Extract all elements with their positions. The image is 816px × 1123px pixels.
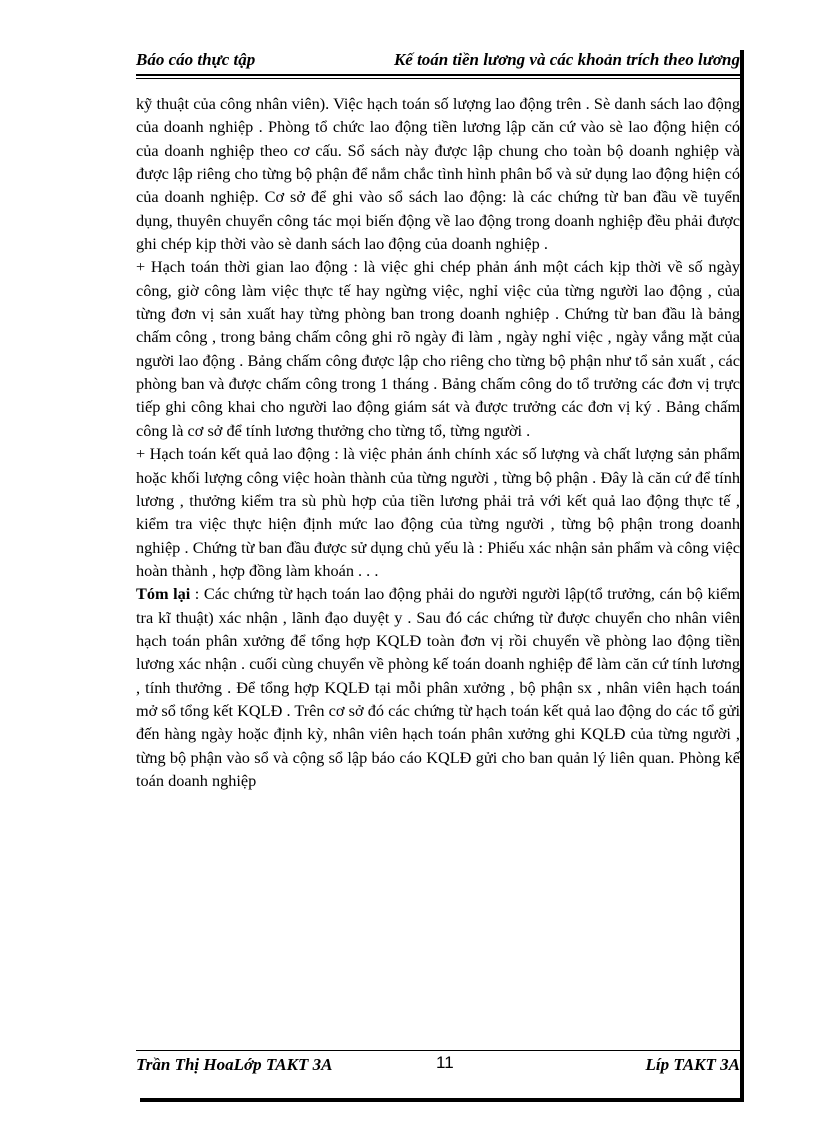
header-rule-thin [136, 78, 740, 79]
paragraph-result-accounting: + Hạch toán kết quả lao động : là việc phản ánh chính xác số lượng và chất lượng sản phẩm hoặc khối lượng công việc hoàn thành của từng người , từng bộ phận . Đây là căn cứ để tính lương , thưởng kiểm tra sù phù hợp của tiền lương phải trả với kết quả lao động thực tế , kiểm tra việc thực hiện định mức lao động của từng người , từng bộ phận trong doanh nghiệp . Chứng từ ban đầu được sử dụng chủ yếu là : Phiếu xác nhận sản phẩm và công việc hoàn thành , hợp đồng làm khoán . . . [136, 444, 740, 580]
header-report-title: Báo cáo thực tập [136, 50, 256, 69]
footer-class: Líp TAKT 3A [645, 1055, 740, 1074]
paragraph-labor-records: kỹ thuật của công nhân viên). Việc hạch toán số lượng lao động trên . Sè danh sách lao động của doanh nghiệp . Phòng tổ chức lao động tiền lương lập căn cứ vào sè lao động hiện có của doanh nghiệp theo cơ cấu. Sổ sách này được lập chung cho toàn bộ doanh nghiệp và được lập riêng cho từng bộ phận để nắm chắc tình hình phân bổ và sử dụng lao động hiện có của doanh nghiệp. Cơ sở để ghi vào sổ sách lao động: là các chứng từ ban đầu về tuyển dụng, thuyên chuyển công tác mọi biến động về lao động trong doanh nghiệp đều phải được ghi chép kịp thời vào sè danh sách lao động của doanh nghiệp . [136, 94, 740, 254]
summary-lead: Tóm lại [136, 584, 191, 604]
body-text [136, 92, 740, 792]
paragraph-summary [136, 582, 740, 792]
summary-text: : Các chứng từ hạch toán lao động phải do người người lập(tổ trưởng, cán bộ kiểm tra kĩ thuật) xác nhận , lãnh đạo duyệt y . Sau đó các chứng từ được chuyển cho nhân viên hạch toán phân xưởng để tổng hợp KQLĐ toàn đơn vị rồi chuyển về phòng lao động tiền lương xác nhận . cuối cùng chuyển về phòng kế toán doanh nghiệp để làm căn cứ tính lương , tính thưởng . Để tổng hợp KQLĐ tại mỗi phân xưởng , bộ phận sx , nhân viên hạch toán mở sổ tổng kết KQLĐ . Trên cơ sở đó các chứng từ hạch toán kết quả lao động do các tổ gửi đến hàng ngày hoặc định kỳ, nhân viên hạch toán phân xưởng ghi KQLĐ của từng người , từng bộ phận vào sổ và cộng sổ lập báo cáo KQLĐ gửi cho ban quản lý liên quan. Phòng kế toán doanh nghiệp [136, 584, 740, 790]
footer-author: Trần Thị HoaLớp TAKT 3A [136, 1055, 333, 1074]
header-rule [136, 74, 740, 76]
paragraph-time-accounting: + Hạch toán thời gian lao động : là việc ghi chép phản ánh một cách kịp thời về số ngày công, giờ công làm việc thực tế hay ngừng việc, nghỉ việc của từng người lao động , của từng đơn vị sản xuất hay từng phòng ban trong doanh nghiệp . Chứng từ ban đầu là bảng chấm công , trong bảng chấm công ghi rõ ngày đi làm , ngày nghỉ việc , ngày vắng mặt của người lao động . Bảng chấm công được lập cho riêng cho từng bộ phận như tổ sản xuất , các phòng ban và được chấm công trong 1 tháng . Bảng chấm công do tổ trưởng các đơn vị trực tiếp ghi công khai cho người lao động giám sát và được trưởng các đơn vị ký . Bảng chấm công là cơ sở để tính lương thưởng cho từng tổ, từng người . [136, 257, 740, 440]
footer-rule [136, 1050, 740, 1051]
page-header [136, 46, 740, 76]
page-border-shadow-bottom [140, 1098, 744, 1102]
page-footer [136, 1050, 740, 1090]
page-number: 11 [436, 1053, 454, 1072]
header-topic-title: Kế toán tiền lương và các khoản trích theo lương [393, 50, 740, 69]
page-border-shadow-right [740, 50, 744, 1100]
